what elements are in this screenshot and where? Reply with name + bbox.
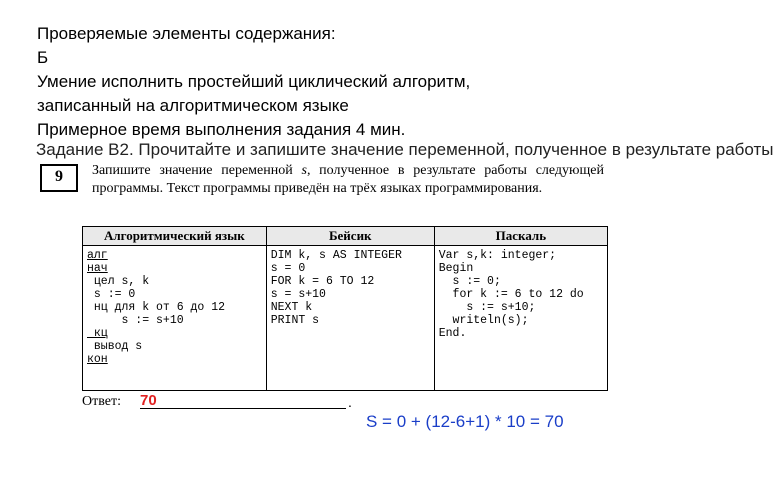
code-line: кон	[87, 353, 108, 366]
intro-line-1: Проверяемые элементы содержания:	[37, 24, 336, 43]
code-line: End.	[438, 327, 467, 340]
task-scan	[36, 140, 774, 418]
algorithmic-code	[83, 246, 267, 391]
code-line: s := s+10;	[438, 301, 536, 314]
program-table	[82, 226, 608, 391]
code-line: кц	[87, 327, 108, 340]
solution-formula: S = 0 + (12-6+1) * 10 = 70	[366, 412, 564, 431]
code-line: for k := 6 to 12 do	[438, 288, 584, 301]
table-header-row	[83, 227, 608, 246]
answer-line	[140, 408, 346, 409]
pascal-code	[434, 246, 607, 391]
code-line: цел s, k	[87, 275, 150, 288]
code-line: s = 0	[270, 262, 306, 275]
answer-label: Ответ:	[82, 394, 121, 409]
cut-off-line: Задание В2. Прочитайте и запишите значение переменной, полученное в результате работы	[36, 140, 774, 159]
code-line: NEXT k	[270, 301, 313, 314]
code-line: s := 0;	[438, 275, 501, 288]
header-pascal: Паскаль	[434, 227, 607, 246]
code-line: s := 0	[87, 288, 136, 301]
basic-code	[266, 246, 434, 391]
intro-line-5: Примерное время выполнения задания 4 мин.	[37, 120, 406, 139]
header-algorithmic: Алгоритмический язык	[83, 227, 267, 246]
code-line: DIM k, s AS INTEGER	[270, 249, 402, 262]
code-line: Begin	[438, 262, 474, 275]
intro-line-3: Умение исполнить простейший циклический алгоритм,	[37, 72, 471, 91]
code-line: FOR k = 6 TO 12	[270, 275, 375, 288]
code-line: writeln(s);	[438, 314, 529, 327]
code-line: PRINT s	[270, 314, 320, 327]
answer-value: 70	[140, 392, 157, 409]
code-line: Var s,k: integer;	[438, 249, 557, 262]
task-number: 9	[40, 164, 78, 192]
intro-block	[37, 22, 637, 142]
code-line: s = s+10	[270, 288, 326, 301]
code-line: алг	[87, 249, 108, 262]
code-line: вывод s	[87, 340, 143, 353]
code-line: нач	[87, 262, 108, 275]
table-code-row	[83, 246, 608, 391]
intro-line-2: Б	[37, 48, 49, 67]
task-text: Запишите значение переменной s, полученное в результате работы следующей программы. Текст программы приведён на трёх языках программирования.	[92, 163, 604, 196]
answer-dot: .	[348, 394, 352, 410]
code-line: s := s+10	[87, 314, 184, 327]
task-variable: s	[301, 163, 307, 178]
code-line: нц для k от 6 до 12	[87, 301, 226, 314]
intro-line-4: записанный на алгоритмическом языке	[37, 96, 349, 115]
header-basic: Бейсик	[266, 227, 434, 246]
